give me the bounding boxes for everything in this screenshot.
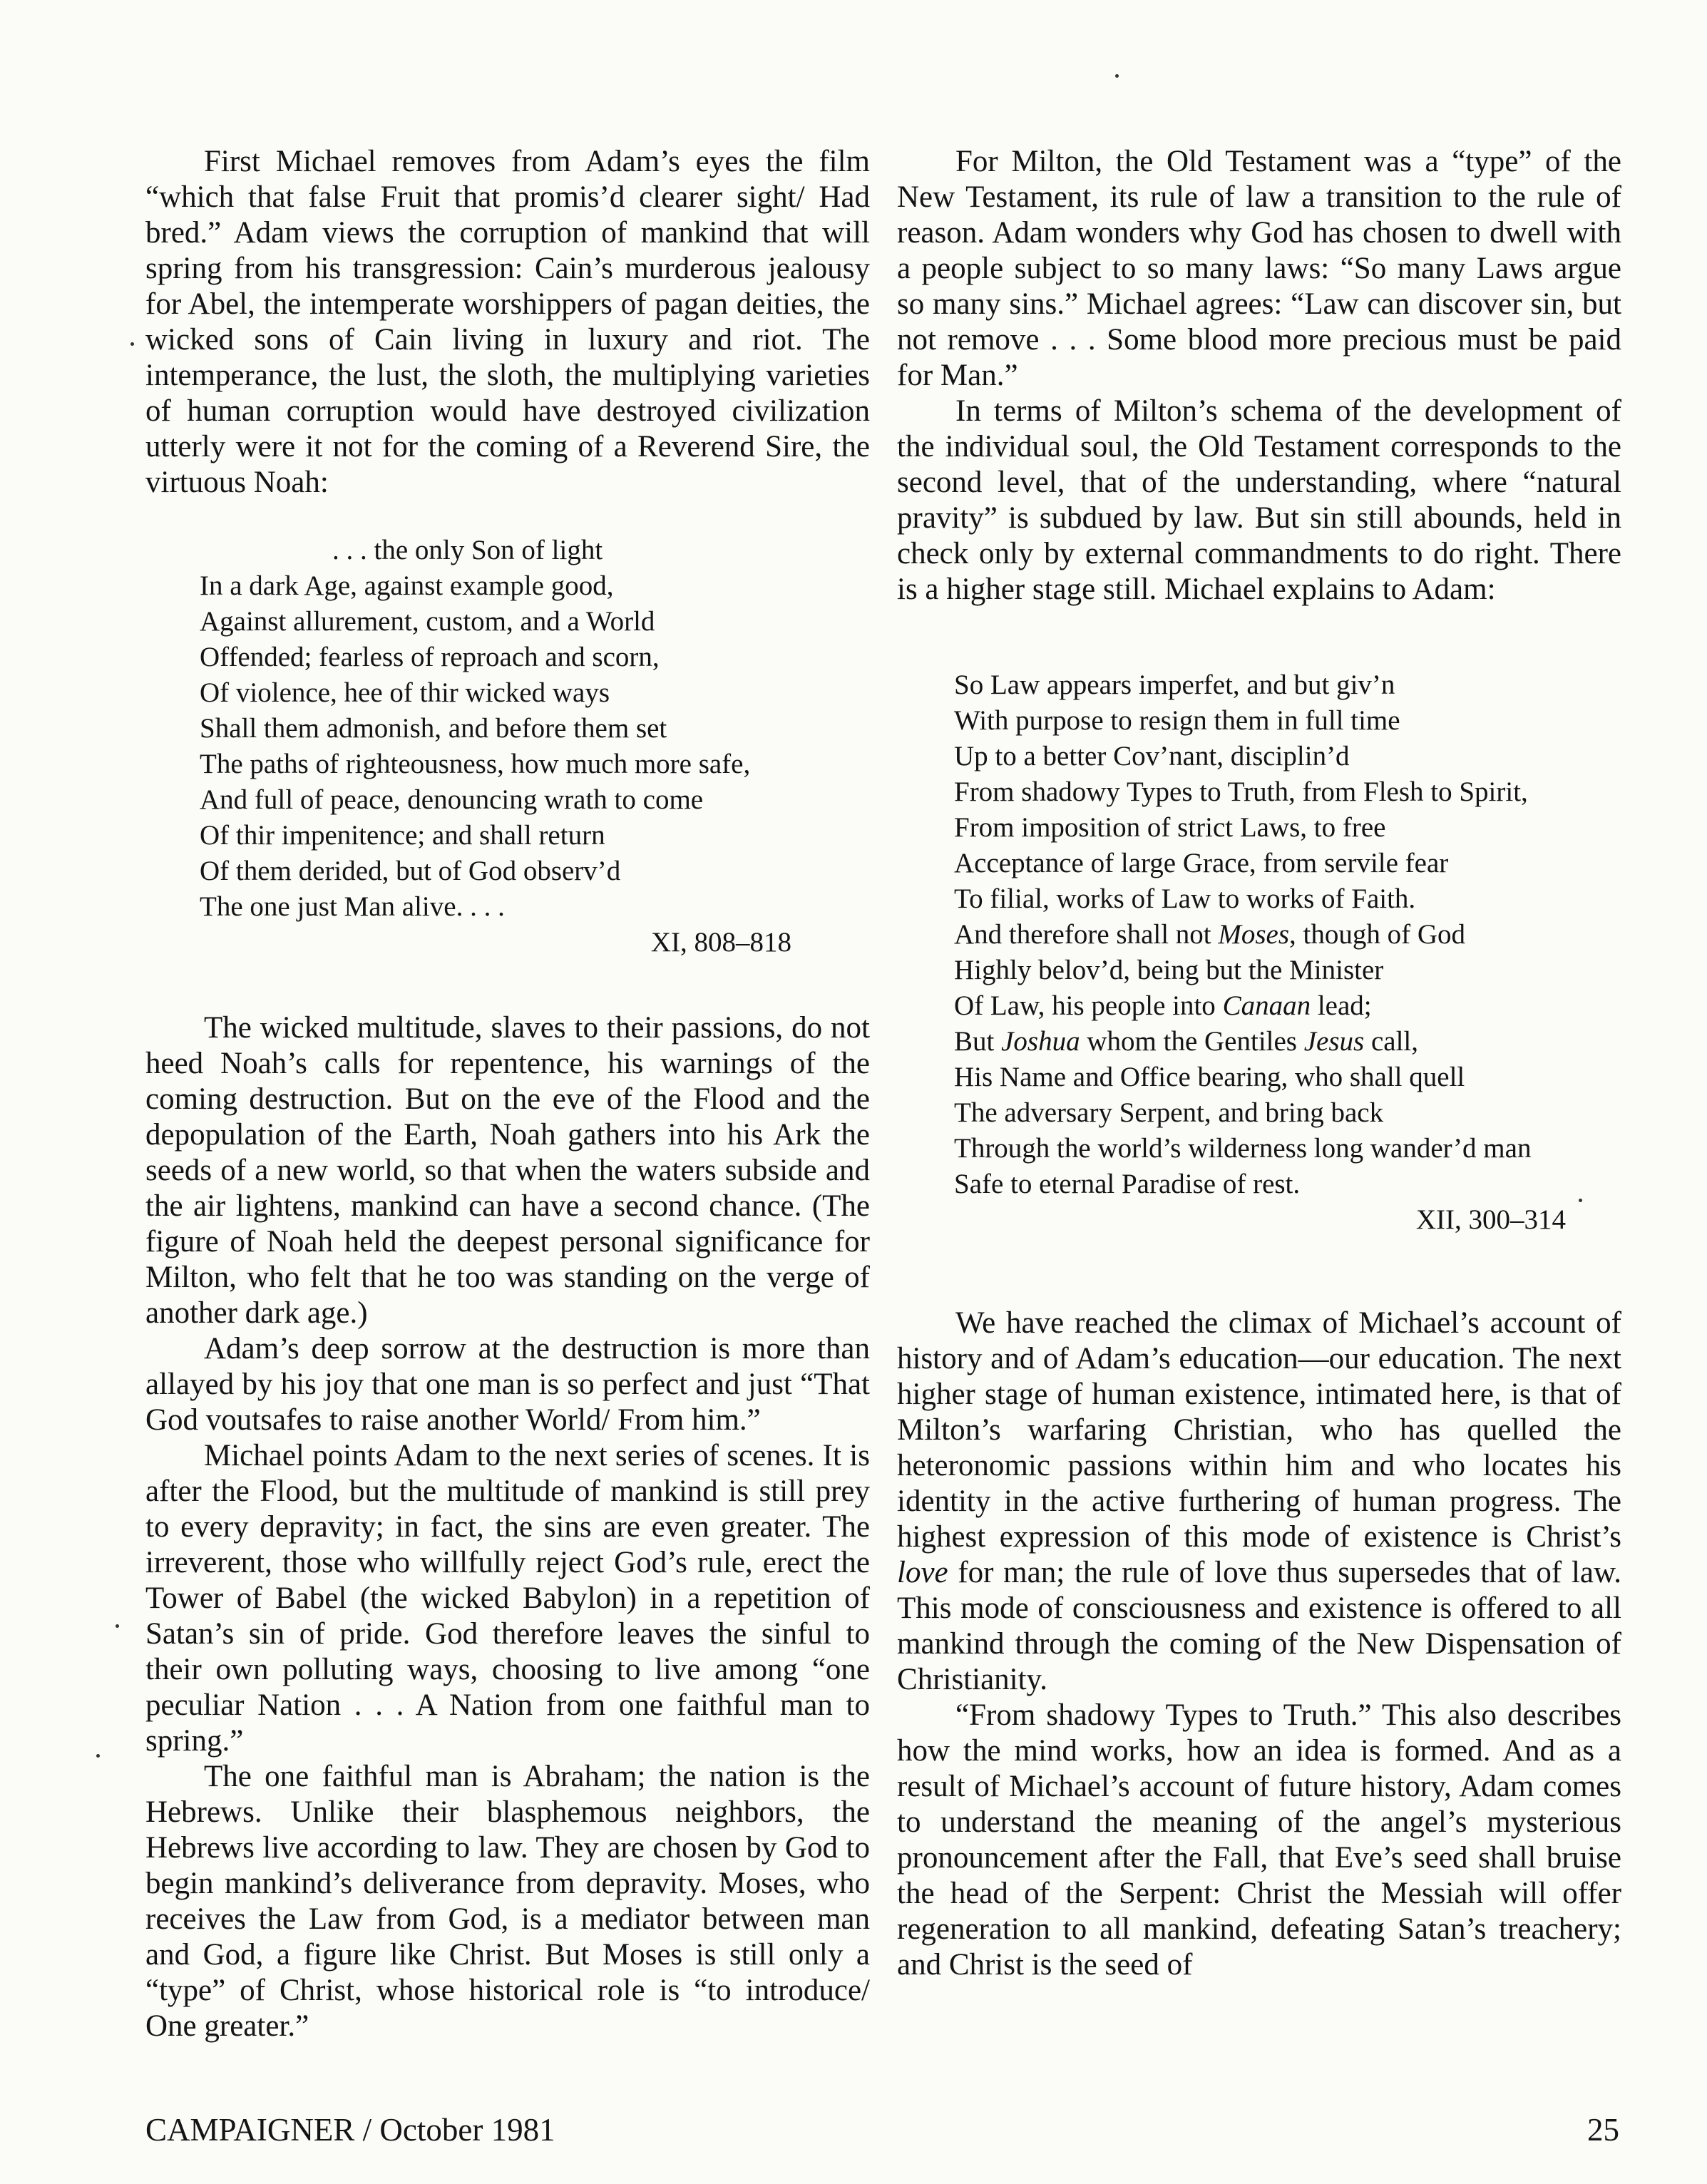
verse-line: [954, 917, 1621, 953]
right-paragraph-1: For Milton, the Old Testament was a “type” of the New Testament, its rule of law a transition to the rule of reason. Adam wonders why God has chosen to dwell with a people subject to so many laws: “So many Laws argue so many sins.” Michael agrees: “Law can discover sin, but not remove . . . Some blood more precious must be paid for Man.”: [897, 145, 1621, 392]
left-paragraph-1: First Michael removes from Adam’s eyes the film “which that false Fruit that promis’d clearer sight/ Had bred.” Adam views the corruption of mankind that will spring from his transgression: Cain’s murderous jealousy for Abel, the intemperate worshippers of pagan deities, the wicked sons of Cain living in luxury and riot. The intemperance, the lust, the sloth, the multiplying varieties of human corruption would have destroyed civilization utterly were it not for the coming of a Reverend Sire, the virtuous Noah:: [145, 145, 870, 499]
verse-line: [954, 988, 1621, 1024]
left-paragraph-2: The wicked multitude, slaves to their passions, do not heed Noah’s calls for repentence, his warnings of the coming destruction. But on the eve of the Flood and the depopulation of the Earth, Noah gathers into his Ark the seeds of a new world, so that when the waters subside and the air lightens, mankind can have a second chance. (The figure of Noah held the deepest personal significance for Milton, who felt that he too was standing on the verge of another dark age.): [145, 1011, 870, 1330]
right-paragraph-4: “From shadowy Types to Truth.” This also describes how the mind works, how an idea is formed. And as a result of Michael’s account of future history, Adam comes to understand the meaning of the angel’s mysterious pronouncement after the Fall, that Eve’s seed shall bruise the head of the Serpent: Christ the Messiah will offer regeneration to all mankind, defeating Satan’s treachery; and Christ is the seed of: [897, 1698, 1621, 1982]
verse-line: So Law appears imperfet, and but giv’n: [954, 670, 1395, 700]
print-speck: [96, 1754, 100, 1758]
verse-line: With purpose to resign them in full time: [954, 705, 1400, 736]
verse-line: The adversary Serpent, and bring back: [954, 1097, 1384, 1128]
right-column: [897, 144, 1621, 1983]
verse-line: From shadowy Types to Truth, from Flesh to Spirit,: [954, 776, 1528, 807]
verse-line: . . . the only Son of light: [332, 535, 603, 565]
verse-text: lead;: [1311, 990, 1372, 1021]
verse-text: But: [954, 1026, 1002, 1057]
right-paragraph-2: In terms of Milton’s schema of the development of the individual soul, the Old Testament corresponds to the second level, that of the understanding, where “natural pravity” is subdued by law. But sin still abounds, held in check only by external commandments to do right. There is a higher stage still. Michael explains to Adam:: [897, 394, 1621, 606]
italic-name-joshua: Joshua: [1001, 1026, 1080, 1057]
italic-name-canaan: Canaan: [1222, 990, 1311, 1021]
italic-word-love: love: [897, 1556, 948, 1589]
verse-text: Of Law, his people into: [954, 990, 1223, 1021]
verse-line: In a dark Age, against example good,: [200, 570, 614, 601]
verse-text: call,: [1364, 1026, 1419, 1057]
verse-citation: XII, 300–314: [1415, 1204, 1566, 1235]
italic-name-moses: Moses: [1218, 919, 1290, 950]
verse-line: Highly belov’d, being but the Minister: [954, 955, 1384, 985]
verse-line: The paths of righteousness, how much more safe,: [200, 749, 751, 779]
verse-line: And full of peace, denouncing wrath to come: [200, 784, 704, 815]
verse-line: Shall them admonish, and before them set: [200, 713, 667, 744]
right-paragraph-3: [897, 1306, 1621, 1698]
verse-quotation-2: [954, 667, 1621, 1238]
left-paragraph-4: Michael points Adam to the next series of scenes. It is after the Flood, but the multitude of mankind is still prey to every depravity; in fact, the sins are even greater. The irreverent, those who willfully reject God’s rule, erect the Tower of Babel (the wicked Babylon) in a repetition of Satan’s sin of pride. God therefore leaves the sinful to their own polluting ways, choosing to live among “one peculiar Nation . . . A Nation from one faithful man to spring.”: [145, 1439, 870, 1758]
verse-text: , though of God: [1289, 919, 1466, 950]
verse-quotation-1: [200, 533, 870, 960]
left-paragraph-3: Adam’s deep sorrow at the destruction is more than allayed by his joy that one man is so perfect and just “That God voutsafes to raise another World/ From him.”: [145, 1332, 870, 1437]
paragraph-text: We have reached the climax of Michael’s account of history and of Adam’s education—our education. The next higher stage of human existence, intimated here, is that of Milton’s warfaring Christian, who has quelled the heteronomic passions within him and who locates his identity in the active furthering of human progress. The highest expression of this mode of existence is Christ’s: [897, 1306, 1621, 1554]
verse-line: Through the world’s wilderness long wander’d man: [954, 1133, 1532, 1164]
verse-text: And therefore shall not: [954, 919, 1219, 950]
verse-line: Of them derided, but of God observ’d: [200, 856, 621, 886]
verse-line: To filial, works of Law to works of Faith.: [954, 883, 1416, 914]
verse-line: The one just Man alive. . . .: [200, 891, 505, 922]
print-speck: [130, 342, 134, 346]
left-paragraph-5: The one faithful man is Abraham; the nation is the Hebrews. Unlike their blasphemous neighbors, the Hebrews live according to law. They are chosen by God to begin mankind’s deliverance from depravity. Moses, who receives the Law from God, is a mediator between man and God, a figure like Christ. But Moses is still only a “type” of Christ, whose historical role is “to introduce/ One greater.”: [145, 1760, 870, 2043]
verse-line: From imposition of strict Laws, to free: [954, 812, 1386, 843]
verse-line: Safe to eternal Paradise of rest.: [954, 1169, 1301, 1199]
verse-line: Of violence, hee of thir wicked ways: [200, 677, 610, 708]
verse-line: His Name and Office bearing, who shall quell: [954, 1062, 1465, 1092]
verse-line: Against allurement, custom, and a World: [200, 606, 655, 637]
verse-text: whom the Gentiles: [1080, 1026, 1304, 1057]
verse-line: Of thir impenitence; and shall return: [200, 820, 605, 851]
verse-line: Up to a better Cov’nant, disciplin’d: [954, 741, 1350, 771]
print-speck: [116, 1624, 119, 1628]
verse-line: [954, 1024, 1621, 1060]
print-speck: [1115, 74, 1119, 78]
verse-citation: XI, 808–818: [650, 927, 791, 958]
verse-line: Offended; fearless of reproach and scorn,: [200, 642, 660, 672]
italic-name-jesus: Jesus: [1303, 1026, 1365, 1057]
footer-publication: CAMPAIGNER / October 1981: [145, 2112, 555, 2148]
print-speck: [1579, 1199, 1582, 1202]
paragraph-text: for man; the rule of love thus supersedes that of law. This mode of consciousness and existence is offered to all mankind through the coming of the New Dispensation of Christianity.: [897, 1556, 1621, 1696]
page-number: 25: [1587, 2112, 1619, 2148]
verse-line: Acceptance of large Grace, from servile fear: [954, 848, 1449, 878]
left-column: [145, 144, 870, 2044]
